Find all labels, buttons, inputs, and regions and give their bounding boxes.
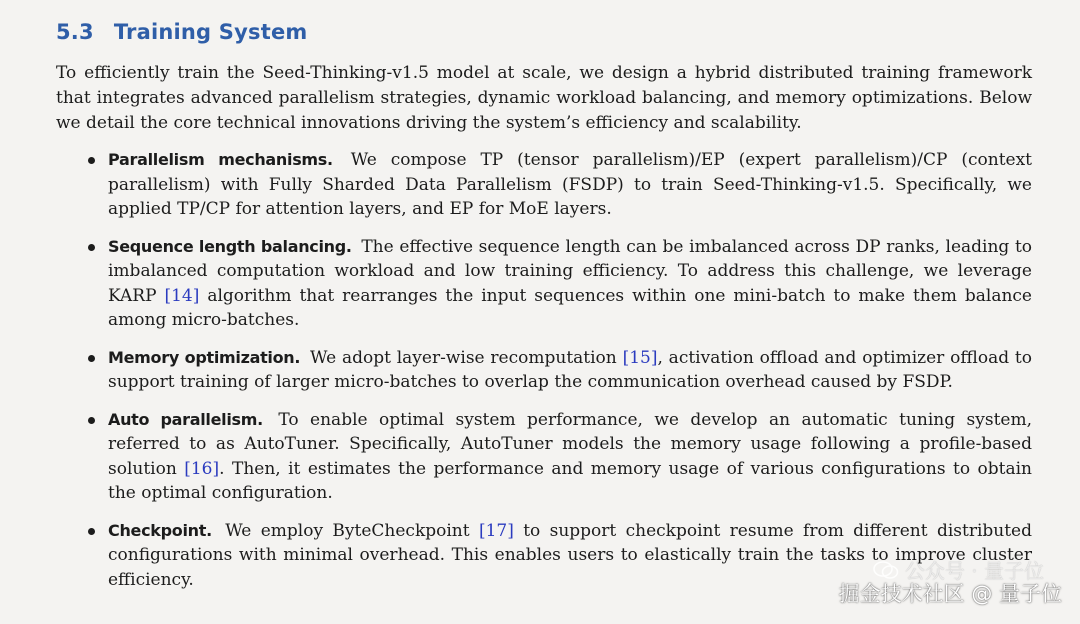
bullet-list: [56, 148, 1032, 605]
citation-link[interactable]: [17]: [478, 520, 514, 541]
watermark-text: 掘金技术社区 @ 量子位: [838, 582, 1062, 606]
bullet-dot: [88, 244, 95, 251]
bullet-text: The effective sequence length can be imbalanced across DP ranks, leading to imbalanced computation workload and low training efficiency. To address this challenge, we leverage KARP: [108, 236, 1033, 306]
bullet-term: Parallelism mechanisms.: [108, 150, 333, 169]
bullet-dot: [88, 157, 95, 164]
bullet-term: Sequence length balancing.: [108, 236, 352, 256]
intro-paragraph: To efficiently train the Seed-Thinking-v1.5 model at scale, we design a hybrid distributed training framework that integrates advanced parallelism strategies, dynamic workload balancing, and memory optimizations. Below we detail the core technical innovations driving the system’s efficiency and scalability.: [56, 63, 1032, 133]
watermark: [839, 578, 1062, 608]
citation-link[interactable]: [15]: [622, 347, 658, 368]
bullet-text: We compose TP (tensor parallelism)/EP (expert parallelism)/CP (context parallelism) with Fully Sharded Data Parallelism (FSDP) to train Seed-Thinking-v1.5. Specifically, we applied TP/CP for attention layers, and EP for MoE layers.: [108, 150, 1033, 219]
bullet-text: to support checkpoint resume from different distributed configurations with minimal overhead. This enables users to elastically train the tasks to improve cluster efficiency.: [108, 520, 1032, 590]
bullet-text: We adopt layer-wise recomputation: [310, 347, 623, 368]
section-heading: [56, 20, 307, 44]
bullet-term: Checkpoint.: [108, 520, 212, 540]
bullet-parallelism: [56, 148, 1032, 222]
bullet-memory-optimization: [56, 346, 1032, 395]
bullet-text: . Then, it estimates the performance and memory usage of various configurations to obtain the optimal configuration.: [108, 458, 1032, 503]
bullet-text: algorithm that rearranges the input sequences within one mini-batch to make them balance among micro-batches.: [108, 285, 1032, 330]
bullet-auto-parallelism: [56, 408, 1032, 506]
bullet-text: , activation offload and optimizer offload to support training of larger micro-batches to overlap the communication overhead caused by FSDP.: [108, 347, 1032, 392]
watermark-ghost-text: 公众号 · 量子位: [904, 559, 1044, 583]
bullet-dot: [88, 417, 95, 424]
bullet-text: To enable optimal system performance, we develop an automatic tuning system, referred to as AutoTuner. Specifically, AutoTuner models the memory usage following a profile-based solution: [108, 409, 1033, 479]
section-title: Training System: [113, 20, 308, 44]
bullet-sequence-balancing: [56, 235, 1032, 333]
citation-link[interactable]: [16]: [184, 458, 220, 479]
bullet-term: Memory optimization.: [108, 347, 301, 367]
bullet-text: We employ ByteCheckpoint: [225, 520, 479, 541]
bullet-dot: [88, 355, 95, 362]
bullet-term: Auto parallelism.: [108, 409, 263, 429]
citation-link[interactable]: [14]: [164, 285, 200, 306]
wechat-icon: [873, 560, 899, 580]
section-number: 5.3: [56, 20, 94, 44]
bullet-dot: [88, 528, 95, 535]
